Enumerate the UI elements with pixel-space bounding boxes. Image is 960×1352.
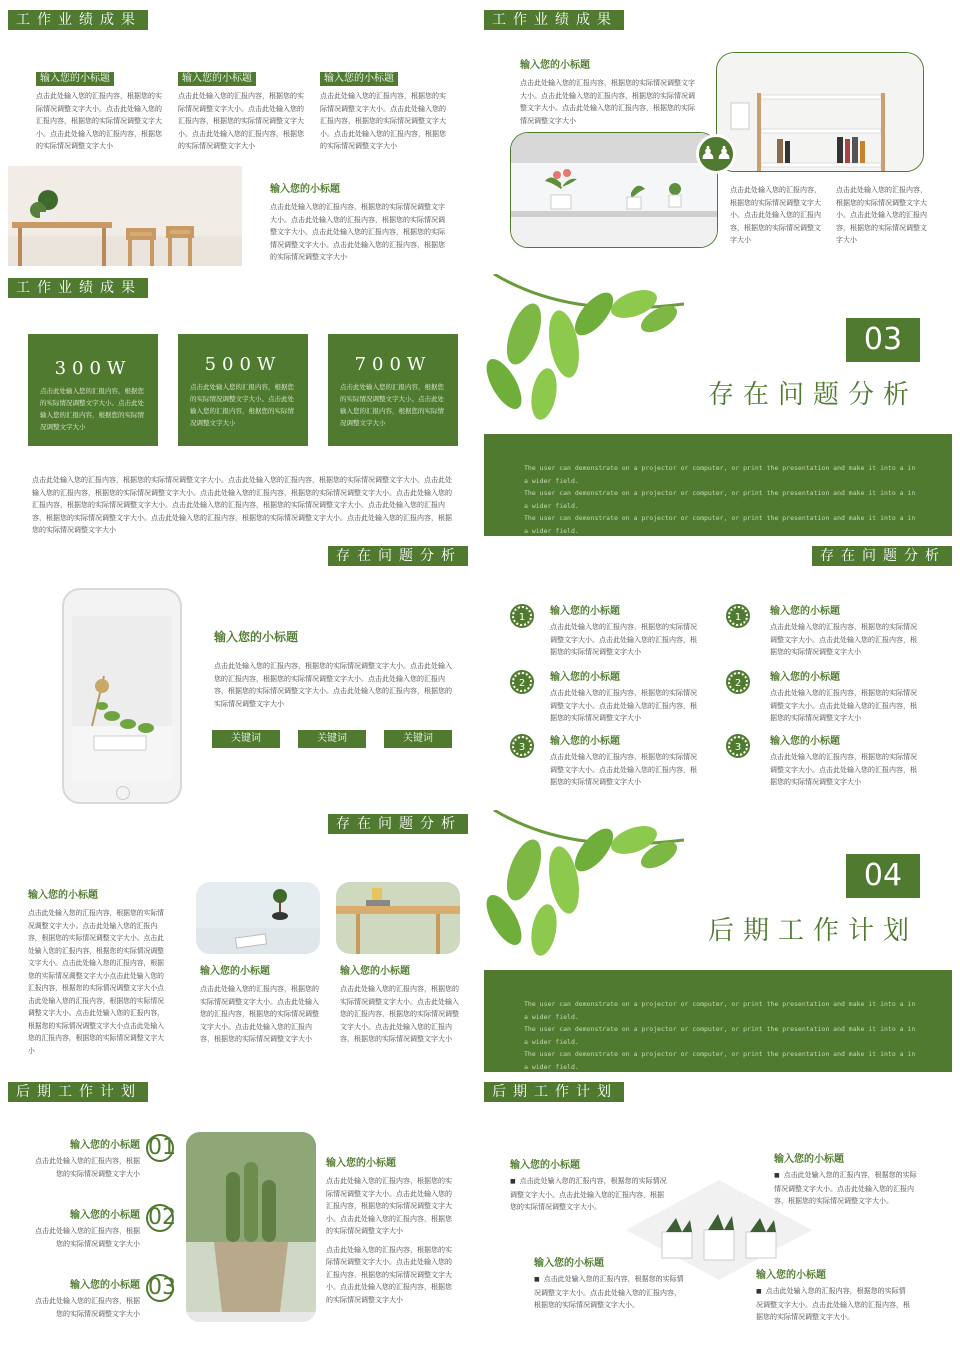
photo-text-1 xyxy=(200,962,324,1046)
section-number: 03 xyxy=(846,318,920,362)
text-column-1 xyxy=(36,66,164,153)
number-circle: 01 xyxy=(148,1135,176,1160)
right-text-block xyxy=(326,1154,456,1306)
column-text: 点击此处输入您的汇报内容，根据您的实际情况调整文字大小。点击此处输入您的汇报内容，根据您的实际情况调整文字大小。点击此处输入您的汇报内容，根据您的实际情况调整文字大小 xyxy=(320,92,446,150)
bullet-text: ■ 点击此处输入您的汇报内容，根据您的实际情况调整文字大小。点击此处输入您的汇报内容，根据您的实际情况调整文字大小。 xyxy=(774,1169,922,1208)
list-item xyxy=(550,668,700,725)
item-text: 点击此处输入您的汇报内容，根据您的实际情况调整文字大小 xyxy=(35,1297,140,1318)
subtitle: 输入您的小标题 xyxy=(70,1140,140,1151)
body-text: 点击此处输入您的汇报内容，根据您的实际情况调整文字大小。点击此处输入您的汇报内容，根据您的实际情况调整文字大小。点击此处输入您的汇报内容，根据您的实际情况调整文字大小 xyxy=(326,1245,452,1304)
english-line: The user can demonstrate on a projector or computer, or print the presentation and make it into a in a wider field. xyxy=(524,514,916,535)
subtitle: 输入您的小标题 xyxy=(326,1158,396,1169)
subtitle: 输入您的小标题 xyxy=(770,606,840,617)
phone-screen xyxy=(72,616,172,780)
column-text: 点击此处输入您的汇报内容，根据您的实际情况调整文字大小。点击此处输入您的汇报内容，根据您的实际情况调整文字大小 xyxy=(836,186,927,244)
keyword-row xyxy=(212,730,452,748)
stat-card-3 xyxy=(328,334,458,446)
subtitle: 输入您的小标题 xyxy=(534,1258,604,1269)
top-text-block xyxy=(520,56,700,127)
slide-plan-numbered xyxy=(4,1078,472,1340)
item-text: 点击此处输入您的汇报内容，根据您的实际情况调整文字大小。点击此处输入您的汇报内容，根据您的实际情况调整文字大小 xyxy=(550,623,697,656)
subtitle: 输入您的小标题 xyxy=(770,672,840,683)
body-text: 点击此处输入您的汇报内容，根据您的实际情况调整文字大小。点击此处输入您的汇报内容，根据您的实际情况调整文字大小。点击此处输入您的汇报内容，根据您的实际情况调整文字大小 xyxy=(200,985,319,1043)
keyword-tag: 关键词 xyxy=(212,730,280,748)
section-number: 04 xyxy=(846,854,920,898)
text-column-3 xyxy=(320,66,448,153)
bonsai-photo xyxy=(196,882,320,954)
leaves-image xyxy=(484,274,684,424)
subtitle: 输入您的小标题 xyxy=(340,966,410,977)
slide-issue-phone xyxy=(4,542,472,804)
shelf-photo xyxy=(716,52,924,172)
section-header: 工作业绩成果 xyxy=(8,278,148,298)
stat-value: 300W xyxy=(54,358,132,379)
subtitle: 输入您的小标题 xyxy=(550,672,620,683)
subtitle: 输入您的小标题 xyxy=(70,1280,140,1291)
english-line: The user can demonstrate on a projector or computer, or print the presentation and make it into a in a wider field. xyxy=(524,1025,916,1046)
body-text: 点击此处输入您的汇报内容，根据您的实际情况调整文字大小。点击此处输入您的汇报内容，根据您的实际情况调整文字大小。点击此处输入您的汇报内容，根据您的实际情况调整文字大小。点击此处输入您的汇报内容，根据您的实际情况调整文字大小 xyxy=(214,662,452,708)
item-text: 点击此处输入您的汇报内容，根据您的实际情况调整文字大小。点击此处输入您的汇报内容，根据您的实际情况调整文字大小 xyxy=(550,753,697,786)
subtitle: 输入您的小标题 xyxy=(550,736,620,747)
phone-mockup xyxy=(62,588,182,804)
number-gear-icon: 1 xyxy=(512,606,532,626)
long-body-text: 点击此处输入您的汇报内容，根据您的实际情况调整文字大小。点击此处输入您的汇报内容，根据您的实际情况调整文字大小。点击此处输入您的汇报内容，根据您的实际情况调整文字大小。点击此处输入您的汇报内容，根据您的实际情况调整文字大小。点击此处输入您的汇报内容，根据您的实际情况调整文字大小。点击此处输入您的汇报内容，根据您的实际情况调整文字大小。点击此处输入您的汇报内容，根据您的实际情况调整文字大小。点击此处输入您的汇报内容，根据您的实际情况调整文字大小。点击此处输入您的汇报内容，根据您的实际情况调整文字大小 xyxy=(32,476,452,534)
section-header: 存在问题分析 xyxy=(328,546,468,566)
number-gear-icon: 3 xyxy=(728,736,748,756)
stat-card-1 xyxy=(28,334,158,446)
text-column-2 xyxy=(836,184,930,247)
window-plants-photo xyxy=(510,132,718,248)
subtitle-tag: 输入您的小标题 xyxy=(36,72,114,86)
item-text: 点击此处输入您的汇报内容，根据您的实际情况调整文字大小。点击此处输入您的汇报内容，根据您的实际情况调整文字大小 xyxy=(770,689,917,722)
stat-value: 700W xyxy=(354,354,432,375)
slide-plan-diamond xyxy=(484,1078,952,1340)
number-circle: 02 xyxy=(148,1205,176,1230)
section-title: 后期工作计划 xyxy=(708,916,919,946)
number-circle: 03 xyxy=(148,1275,176,1300)
subtitle: 输入您的小标题 xyxy=(756,1270,826,1281)
body-text: 点击此处输入您的汇报内容，根据您的实际情况调整文字大小。点击此处输入您的汇报内容，根据您的实际情况调整文字大小。点击此处输入您的汇报内容，根据您的实际情况调整文字大小 xyxy=(340,985,459,1043)
english-line: The user can demonstrate on a projector or computer, or print the presentation and make it into a in a wider field. xyxy=(524,464,916,485)
stat-card-2 xyxy=(178,334,308,446)
body-text: 点击此处输入您的汇报内容，根据您的实际情况调整文字大小。点击此处输入您的汇报内容，根据您的实际情况调整文字大小。点击此处输入您的汇报内容，根据您的实际情况调整文字大小。点击此处输入您的汇报内容，根据您的实际情况调整文字大小 xyxy=(270,203,445,261)
keyword-tag: 关键词 xyxy=(384,730,452,748)
subtitle: 输入您的小标题 xyxy=(270,184,340,195)
subtitle: 输入您的小标题 xyxy=(550,606,620,617)
english-line: The user can demonstrate on a projector or computer, or print the presentation and make it into a in a wider field. xyxy=(524,1050,916,1071)
item-text: 点击此处输入您的汇报内容，根据您的实际情况调整文字大小 xyxy=(35,1227,140,1248)
home-button xyxy=(116,786,130,800)
section-title: 存在问题分析 xyxy=(708,380,919,410)
subtitle: 输入您的小标题 xyxy=(214,630,299,644)
english-line: The user can demonstrate on a projector or computer, or print the presentation and make it into a in a wider field. xyxy=(524,1000,916,1021)
keyword-tag: 关键词 xyxy=(298,730,366,748)
number-gear-icon: 2 xyxy=(728,672,748,692)
text-column-2 xyxy=(178,66,306,153)
body-text: 点击此处输入您的汇报内容，根据您的实际情况调整文字大小。点击此处输入您的汇报内容，根据您的实际情况调整文字大小。点击此处输入您的汇报内容，根据您的实际情况调整文字大小 xyxy=(520,79,695,125)
desk-photo xyxy=(336,882,460,954)
subtitle-tag: 输入您的小标题 xyxy=(320,72,398,86)
slide-issue-list xyxy=(484,542,952,804)
section-header: 工作业绩成果 xyxy=(8,10,148,30)
slide-work-results-3 xyxy=(4,274,472,536)
column-text: 点击此处输入您的汇报内容，根据您的实际情况调整文字大小。点击此处输入您的汇报内容，根据您的实际情况调整文字大小 xyxy=(730,186,821,244)
list-item xyxy=(550,602,700,659)
number-gear-icon: 3 xyxy=(512,736,532,756)
bullet-text: ■ 点击此处输入您的汇报内容，根据您的实际情况调整文字大小。点击此处输入您的汇报内容，根据您的实际情况调整文字大小。 xyxy=(534,1273,684,1312)
bullet-block-3 xyxy=(534,1254,684,1312)
slide-work-results-1 xyxy=(4,4,472,266)
stat-value: 500W xyxy=(204,354,282,375)
bullet-block-4 xyxy=(756,1266,910,1324)
subtitle: 输入您的小标题 xyxy=(200,966,270,977)
item-text: 点击此处输入您的汇报内容，根据您的实际情况调整文字大小。点击此处输入您的汇报内容，根据您的实际情况调整文字大小 xyxy=(770,623,917,656)
stat-text: 点击此处输入您的汇报内容，根据您的实际情况调整文字大小。点击此处输入您的汇报内容，根据您的实际情况调整文字大小 xyxy=(340,383,444,427)
leaves-image xyxy=(484,810,684,960)
section-header: 存在问题分析 xyxy=(812,546,952,566)
plan-item-2 xyxy=(34,1206,140,1250)
stat-text: 点击此处输入您的汇报内容，根据您的实际情况调整文字大小。点击此处输入您的汇报内容，根据您的实际情况调整文字大小 xyxy=(40,387,144,431)
subtitle-tag: 输入您的小标题 xyxy=(178,72,256,86)
body-text: 点击此处输入您的汇报内容，根据您的实际情况调整文字大小。点击此处输入您的汇报内容，根据您的实际情况调整文字大小。点击此处输入您的汇报内容，根据您的实际情况调整文字大小 xyxy=(326,1177,452,1235)
number-gear-icon: 2 xyxy=(512,672,532,692)
bullet-block-1 xyxy=(510,1156,670,1214)
stat-text: 点击此处输入您的汇报内容，根据您的实际情况调整文字大小。点击此处输入您的汇报内容，根据您的实际情况调整文字大小 xyxy=(190,383,294,427)
section-header: 后期工作计划 xyxy=(484,1082,624,1102)
bullet-text: ■ 点击此处输入您的汇报内容，根据您的实际情况调整文字大小。点击此处输入您的汇报内容，根据您的实际情况调整文字大小。 xyxy=(756,1285,910,1324)
plan-item-3 xyxy=(34,1276,140,1320)
bullet-text: ■ 点击此处输入您的汇报内容，根据您的实际情况调整文字大小。点击此处输入您的汇报内容，根据您的实际情况调整文字大小。 xyxy=(510,1175,670,1214)
list-item xyxy=(770,668,920,725)
column-text: 点击此处输入您的汇报内容，根据您的实际情况调整文字大小。点击此处输入您的汇报内容，根据您的实际情况调整文字大小。点击此处输入您的汇报内容，根据您的实际情况调整文字大小 xyxy=(178,92,304,150)
subtitle: 输入您的小标题 xyxy=(510,1160,580,1171)
section-header: 后期工作计划 xyxy=(8,1082,148,1102)
item-text: 点击此处输入您的汇报内容，根据您的实际情况调整文字大小 xyxy=(35,1157,140,1178)
column-text: 点击此处输入您的汇报内容，根据您的实际情况调整文字大小。点击此处输入您的汇报内容，根据您的实际情况调整文字大小。点击此处输入您的汇报内容，根据您的实际情况调整文字大小 xyxy=(36,92,162,150)
intro-band xyxy=(484,434,952,536)
list-item xyxy=(550,732,700,789)
item-text: 点击此处输入您的汇报内容，根据您的实际情况调整文字大小。点击此处输入您的汇报内容，根据您的实际情况调整文字大小 xyxy=(770,753,917,786)
subtitle: 输入您的小标题 xyxy=(70,1210,140,1221)
left-text-block xyxy=(28,886,168,1057)
plan-item-1 xyxy=(34,1136,140,1180)
subtitle: 输入您的小标题 xyxy=(774,1154,844,1165)
intro-band xyxy=(484,970,952,1072)
photo-text-2 xyxy=(340,962,464,1046)
subtitle: 输入您的小标题 xyxy=(520,60,590,71)
subtitle: 输入您的小标题 xyxy=(770,736,840,747)
body-text: 点击此处输入您的汇报内容，根据您的实际情况调整文字大小。点击此处输入您的汇报内容，根据您的实际情况调整文字大小。点击此处输入您的汇报内容，根据您的实际情况调整文字大小。点击此处输入您的汇报内容，根据您的实际情况调整文字大小点击此处输入您的汇报内容，根据您的实际情况调整文字大小点击此处输入您的汇报内容，根据您的实际情况调整文字大小。点击此处输入您的汇报内容，根据您的实际情况调整文字大小点击此处输入您的汇报内容，根据您的实际情况调整文字大小 xyxy=(28,909,164,1055)
users-icon: ♟♟ xyxy=(696,134,736,174)
slide-work-results-2 xyxy=(484,4,952,266)
item-text: 点击此处输入您的汇报内容，根据您的实际情况调整文字大小。点击此处输入您的汇报内容，根据您的实际情况调整文字大小 xyxy=(550,689,697,722)
section-header: 存在问题分析 xyxy=(328,814,468,834)
dining-room-photo xyxy=(8,166,242,266)
list-item xyxy=(770,732,920,789)
cactus-photo xyxy=(186,1132,316,1322)
english-line: The user can demonstrate on a projector or computer, or print the presentation and make it into a in a wider field. xyxy=(524,489,916,510)
number-gear-icon: 1 xyxy=(728,606,748,626)
slide-section-04 xyxy=(484,810,952,1072)
subtitle: 输入您的小标题 xyxy=(28,890,98,901)
bullet-block-2 xyxy=(774,1150,922,1208)
slide-issue-photos xyxy=(4,810,472,1072)
slide-section-03 xyxy=(484,274,952,536)
photo-text-block xyxy=(270,180,450,264)
list-item xyxy=(770,602,920,659)
text-column-1 xyxy=(730,184,824,247)
section-header: 工作业绩成果 xyxy=(484,10,624,30)
